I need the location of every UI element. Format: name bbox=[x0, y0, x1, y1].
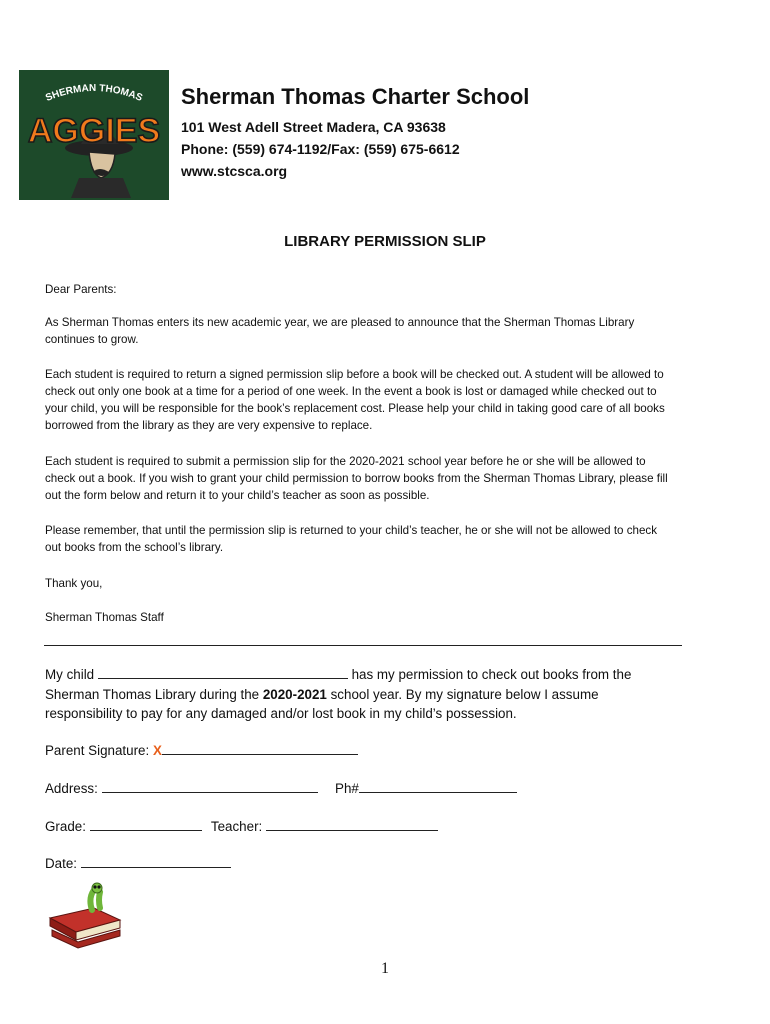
school-address: 101 West Adell Street Madera, CA 93638 bbox=[181, 119, 446, 135]
library-text: Sherman Thomas Library during the bbox=[45, 686, 263, 702]
school-phone: Phone: (559) 674-1192/Fax: (559) 675-6612 bbox=[181, 141, 460, 157]
address-label: Address: bbox=[45, 781, 102, 796]
paragraph-3-text: Each student is required to submit a permission slip for the 2020-2021 school year before he or she will be allowed to check out a book. If you wish to grant your child permission to borrow books from the Sherman Thomas Library, please fill out the form below and return it to your child’s teacher as soon as possible. bbox=[45, 455, 668, 502]
school-year: 2020-2021 bbox=[262, 686, 327, 702]
date-row bbox=[45, 854, 685, 874]
signature-x-mark: X bbox=[152, 743, 162, 758]
paragraph-1-text: As Sherman Thomas enters its new academic year, we are pleased to announce that the Sherman Thomas Library continues to grow. bbox=[45, 316, 635, 346]
grade-label: Grade: bbox=[45, 819, 90, 834]
address-field[interactable] bbox=[102, 779, 318, 793]
permission-statement bbox=[45, 665, 685, 724]
teacher-label: Teacher: bbox=[210, 819, 266, 834]
parent-signature-field[interactable] bbox=[162, 741, 358, 755]
permission-text: has my permission to check out books from the bbox=[347, 667, 632, 682]
letter-closing bbox=[45, 575, 675, 592]
letter-greeting bbox=[45, 281, 675, 298]
parent-signature-label: Parent Signature: bbox=[45, 743, 153, 758]
document-title: LIBRARY PERMISSION SLIP bbox=[284, 233, 486, 250]
letter-paragraph-2 bbox=[45, 366, 675, 434]
school-logo bbox=[19, 70, 169, 200]
parent-signature-row bbox=[45, 741, 685, 761]
grade-field[interactable] bbox=[90, 817, 202, 831]
address-row bbox=[45, 779, 685, 799]
phone-label: Ph# bbox=[335, 781, 359, 796]
date-field[interactable] bbox=[81, 854, 231, 868]
closing-text: Thank you, bbox=[45, 577, 103, 590]
paragraph-4-text: Please remember, that until the permission slip is returned to your child’s teacher, he or she will not be allowed to check out books from the school’s library. bbox=[45, 524, 657, 554]
school-year-suffix: school year. By my signature below I assume bbox=[326, 686, 599, 702]
letter-paragraph-1 bbox=[45, 314, 675, 348]
school-header bbox=[181, 84, 529, 182]
paragraph-2-text: Each student is required to return a signed permission slip before a book will be checked out. A student will be allowed to check out only one book at a time for a period of one week. In the event a book is lost or damaged while checked out to your child, you will be responsible for the book’s replacement cost. Please help your child in taking good care of all books borrowed from the library as they are very expensive to replace. bbox=[45, 368, 665, 432]
aggies-mascot-icon bbox=[19, 70, 169, 200]
book-worm-icon bbox=[44, 880, 124, 950]
logo-word: AGGIES bbox=[27, 112, 161, 150]
signoff-text: Sherman Thomas Staff bbox=[45, 611, 164, 624]
child-name-field[interactable] bbox=[98, 665, 348, 679]
school-name: Sherman Thomas Charter School bbox=[181, 84, 530, 109]
page-number: 1 bbox=[381, 960, 389, 977]
letter-paragraph-4 bbox=[45, 522, 675, 556]
letter-signoff bbox=[45, 609, 675, 626]
letter-paragraph-3 bbox=[45, 453, 675, 504]
phone-field[interactable] bbox=[359, 779, 517, 793]
bookworm-clipart bbox=[44, 880, 124, 950]
greeting-text: Dear Parents: bbox=[45, 283, 117, 296]
responsibility-text: responsibility to pay for any damaged and/or lost book in my child’s possession. bbox=[45, 706, 517, 721]
teacher-field[interactable] bbox=[266, 817, 438, 831]
logo-arc-text: SHERMAN THOMAS bbox=[44, 82, 144, 104]
school-website[interactable]: www.stcsca.org bbox=[181, 163, 288, 179]
section-divider bbox=[44, 645, 682, 646]
my-child-label: My child bbox=[45, 667, 95, 682]
grade-teacher-row bbox=[45, 817, 685, 837]
date-label: Date: bbox=[45, 856, 81, 871]
